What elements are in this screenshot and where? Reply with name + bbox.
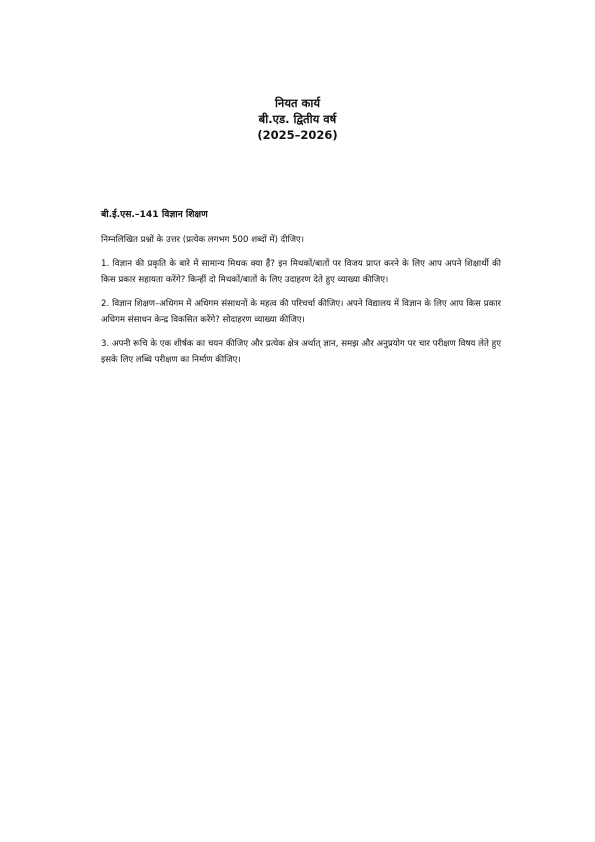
- question-3: 3. अपनी रूचि के एक शीर्षक का चयन कीजिए और प्रत्येक क्षेत्र अर्थात् ज्ञान, समझ और अनुप्रयोग पर चार परीक्षण विषय लेते हुए इसके लिए लब्धि परीक्षण का निर्माण कीजिए।: [101, 339, 501, 365]
- instructions: निम्नलिखित प्रश्नों के उत्तर (प्रत्येक लगभग 500 शब्दों में) दीजिए।: [101, 234, 305, 245]
- assignment-body: [101, 207, 501, 377]
- session-years: (2025–2026): [257, 128, 338, 142]
- course-code-title: बी.ई.एस.–141 विज्ञान शिक्षण: [101, 209, 208, 220]
- question-2: 2. विज्ञान शिक्षण–अधिगम में अधिगम संसाधनों के महत्व की परिचर्चा कीजिए। अपने विद्यालय में विज्ञान के लिए आप किस प्रकार अधिगम संसाधन केन्द्र विकसित करेंगे? सोदाहरण व्याख्या कीजिए।: [101, 299, 501, 325]
- assignment-title: नियत कार्य: [274, 96, 321, 110]
- program-year: बी.एड. द्वितीय वर्ष: [258, 112, 337, 126]
- assignment-header: [0, 95, 595, 143]
- question-1: 1. विज्ञान की प्रकृति के बारे में सामान्य मिथक क्या हैं? इन मिथकों/बातों पर विजय प्राप्त करने के लिए आप अपने शिक्षार्थी की किस प्रकार सहायता करेंगे? किन्हीं दो मिथकों/बातों के लिए उदाहरण देते हुए व्याख्या कीजिए।: [101, 259, 501, 285]
